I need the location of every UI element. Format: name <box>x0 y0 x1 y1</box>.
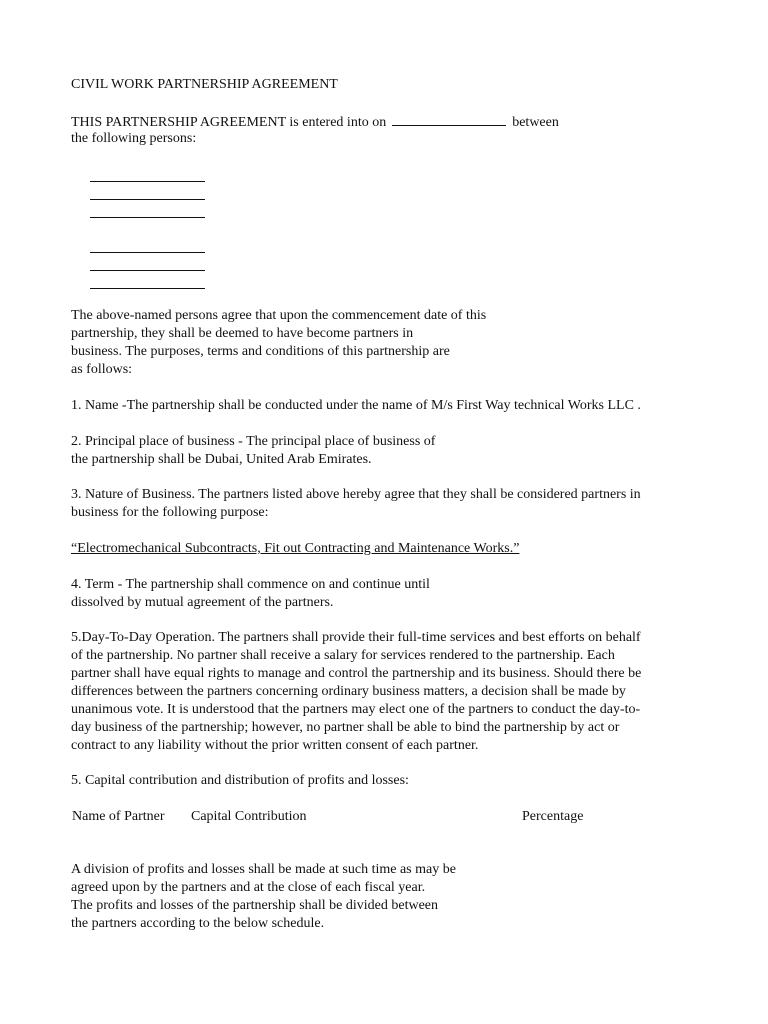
division-line: A division of profits and losses shall be made at such time as may be <box>71 862 456 877</box>
intro-text-end: between <box>512 115 559 130</box>
clause-nature-line: 3. Nature of Business. The partners listed above hereby agree that they shall be considered partners in <box>71 487 641 502</box>
document-title: CIVIL WORK PARTNERSHIP AGREEMENT <box>71 77 338 92</box>
partner-blank-5 <box>90 270 205 271</box>
clause-daytoday-line: day business of the partnership; however, no partner shall be able to bind the partnership by act or <box>71 720 620 735</box>
header-name-of-partner: Name of Partner <box>72 809 165 824</box>
paragraph-line: The above-named persons agree that upon the commencement date of this <box>71 308 487 323</box>
paragraph-line: as follows: <box>71 362 133 377</box>
partner-blank-3 <box>90 217 205 218</box>
partner-blank-2 <box>90 199 205 200</box>
clause-capital: 5. Capital contribution and distribution of profits and losses: <box>71 773 409 788</box>
division-line: the partners according to the below schedule. <box>71 916 325 931</box>
intro-line-1 <box>71 112 559 132</box>
partner-blank-6 <box>90 288 205 289</box>
clause-daytoday-line: of the partnership. No partner shall receive a salary for services rendered to the partnership. Each <box>71 648 615 663</box>
header-capital-contribution: Capital Contribution <box>191 809 307 824</box>
clause-daytoday-line: unanimous vote. It is understood that the partners may elect one of the partners to conduct the day-to- <box>71 702 641 717</box>
header-percentage: Percentage <box>522 809 584 824</box>
clause-daytoday-line: 5.Day-To-Day Operation. The partners shall provide their full-time services and best efforts on behalf <box>71 630 641 645</box>
date-blank <box>392 112 506 126</box>
purpose-quote: “Electromechanical Subcontracts, Fit out Contracting and Maintenance Works.” <box>71 541 520 556</box>
clause-place-line: 2. Principal place of business - The principal place of business of <box>71 434 436 449</box>
clause-daytoday-line: differences between the partners concerning ordinary business matters, a decision shall be made by <box>71 684 626 699</box>
division-line: The profits and losses of the partnership shall be divided between <box>71 898 439 913</box>
partner-blank-1 <box>90 181 205 182</box>
clause-name: 1. Name -The partnership shall be conducted under the name of M/s First Way technical Works LLC . <box>71 398 641 413</box>
intro-line-2: the following persons: <box>71 131 197 146</box>
clause-daytoday-line: partner shall have equal rights to manage and control the partnership and its business. Should there be <box>71 666 642 681</box>
clause-place-line: the partnership shall be Dubai, United Arab Emirates. <box>71 452 372 467</box>
division-line: agreed upon by the partners and at the close of each fiscal year. <box>71 880 426 895</box>
clause-daytoday-line: contract to any liability without the prior written consent of each partner. <box>71 738 479 753</box>
partner-blank-4 <box>90 252 205 253</box>
clause-term-line: dissolved by mutual agreement of the partners. <box>71 595 334 610</box>
clause-term-line: 4. Term - The partnership shall commence on and continue until <box>71 577 430 592</box>
clause-nature-line: business for the following purpose: <box>71 505 269 520</box>
paragraph-line: partnership, they shall be deemed to have become partners in <box>71 326 414 341</box>
paragraph-line: business. The purposes, terms and conditions of this partnership are <box>71 344 450 359</box>
intro-text-start: THIS PARTNERSHIP AGREEMENT is entered into on <box>71 115 387 130</box>
